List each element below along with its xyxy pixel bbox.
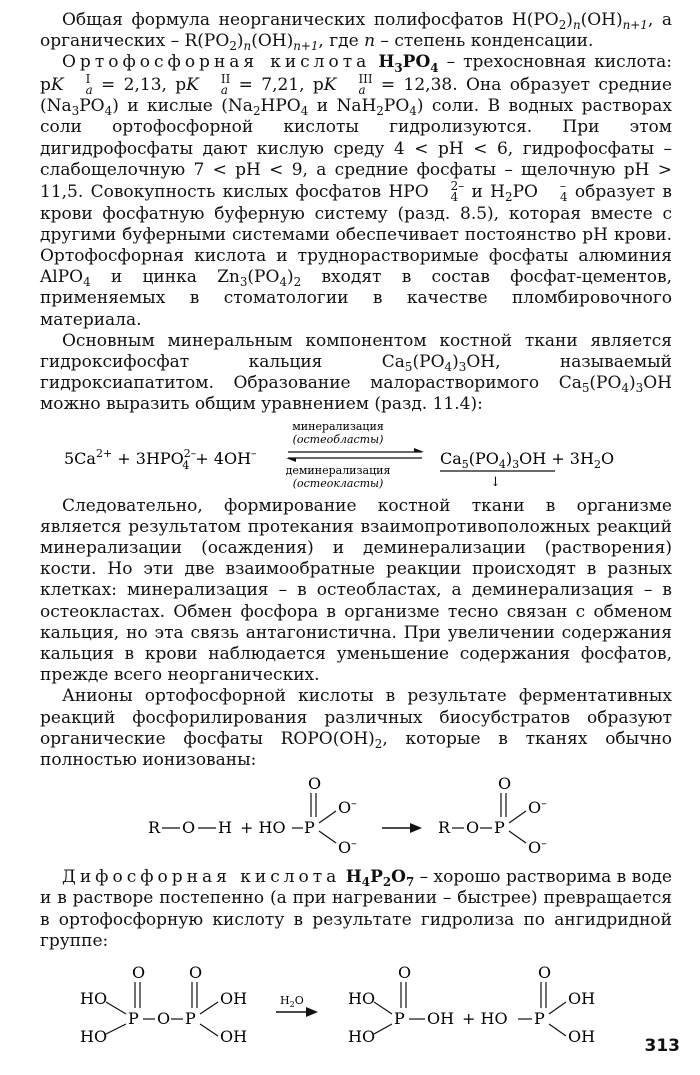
atom-P: P [394, 1009, 405, 1029]
atom-P: P [304, 818, 315, 838]
text: – трехосновная кислота: p [40, 52, 672, 95]
group-HO: HO [348, 989, 376, 1009]
reaction-arrow-head [410, 823, 422, 833]
text: Общая формула неорганических полифосфатов H(PO [62, 10, 559, 30]
atom-R: R [438, 818, 451, 838]
atom-P: P [494, 818, 505, 838]
sub: 2 [229, 39, 237, 54]
water-label: $H_2O$ [280, 994, 304, 1010]
paragraph-diphosphoric: Дифосфорная кислота $H_4P_2O_7$ – хорошо растворима в воде и в растворе постепенно (а при нагревании – быстрее) превращается в ортофосфорную кислоту в результате гидролиза по ангидридной группе: [40, 867, 672, 951]
reaction-arrow-head [306, 1007, 318, 1017]
eq-left: $5Ca^{2+} + 3HPO^{2-}$ 4 + 4OH– [64, 446, 257, 472]
text: ) [236, 31, 244, 52]
formula-h3po4: $H_3PO_4$ [378, 52, 439, 75]
text: (OH) [580, 10, 623, 30]
group-OH: OH [220, 1027, 248, 1047]
paragraph-bone-formation: Следовательно, формирование костной ткани в организме является результатом протекания взаимопротивоположных реакций минерализации (осаждения) и деминерализации (растворения) кости. Но эти две взаимообратные реакции происходят в разных клетках: минерализация – в остеобластах, а деминерализация – в остеокластах. Обмен фосфора в организме тесно связан с обменом кальция, но эта связь антагонистична. При увеличении содержания кальция в крови наблюдается уменьшение содержания фосфатов, прежде всего неорганических. [40, 495, 672, 686]
page-body [40, 10, 672, 1052]
atom-H: H [218, 818, 232, 838]
paragraph-organic-phosphates: Анионы ортофосфорной кислоты в результате ферментативных реакций фосфорилирования различных биосубстратов образуют органические фосфаты $ROPO(OH)_2$, которые в тканях обычно полностью ионизованы: [40, 686, 672, 771]
atom-O-double: O [538, 963, 552, 983]
pka-index: I a [85, 71, 93, 97]
text: , где [318, 31, 365, 52]
atom-O-double: O [398, 963, 412, 983]
text: ) [566, 10, 573, 30]
equation-mineralization [40, 416, 672, 496]
atom-O-minus: O– [338, 797, 357, 818]
text: = 2,13, p [92, 74, 187, 95]
term-diphosphoric-acid: Дифосфорная кислота [62, 867, 341, 888]
sub: n+1 [293, 39, 319, 54]
bridge-O: O [157, 1009, 171, 1029]
label-osteoclasts: (остеокласты) [292, 476, 384, 490]
label-osteoblasts: (остеобласты) [292, 432, 384, 446]
text: (OH) [251, 31, 294, 52]
pka-index: II a [220, 71, 231, 97]
ion-index: 2– 4 [450, 179, 465, 205]
label-demineralization: деминерализация [285, 463, 391, 477]
term-orthophosphoric-acid: Ортофосфорная кислота [62, 52, 371, 73]
group-HO: HO [348, 1027, 376, 1047]
text: = 7,21, p [230, 74, 324, 95]
paragraph-polyphosphates [40, 10, 672, 52]
text: = 12,38. Она образует средние (Na [40, 74, 672, 117]
sub: n [243, 39, 252, 54]
atom-O-double: O [189, 963, 203, 983]
ion-index: – 4 [559, 179, 568, 205]
atom-O-minus: O– [338, 837, 357, 858]
equation-phosphorylation [40, 771, 672, 861]
sub: 2 [558, 18, 567, 33]
atom-P: P [128, 1009, 139, 1029]
text: – степень конденсации. [375, 31, 594, 52]
page-number: 313 [644, 1035, 680, 1056]
group-HO: HO [80, 1027, 108, 1047]
sub: n+1 [622, 18, 648, 33]
text: K [186, 74, 199, 95]
plus-HO: + HO [240, 818, 286, 838]
paragraph-orthophosphoric: Ортофосфорная кислота $H_3PO_4$ – трехосновная кислота: pK I a = 2,13, pK II a = 7,21, pK III a = 12,38. Она образует средние $(Na_3PO_4)$ и кислые ($Na_2HPO_4$ и $NaH_2PO_4$) соли. В водных растворах соли ортофосфорной кислоты гидролизуются. При этом дигидрофосфаты дают кислую среду 4 < pH < 6, гидрофосфаты – слабощелочную 7 < pH < 9, а средние фосфаты – щелочную pH > 11,5. Совокупность кислых фосфатов HPO 2– 4 и $H_2PO$ – 4 образует в крови фосфатную буферную систему (разд. 8.5), которая вместе с другими буферными системами обеспечивает постоянство pH крови. Ортофосфорная кислота и труднорастворимые фосфаты алюминия AlPO$_4$ и цинка $Zn_3(PO_4)_2$ входят в состав фосфат-цементов, применяемых в стоматологии в качестве пломбировочного материала. [40, 52, 673, 330]
text: , [647, 10, 654, 30]
group-OH: OH [568, 1027, 596, 1047]
text: а органических – R(PO [40, 10, 672, 52]
group-OH: OH [220, 989, 248, 1009]
group-OH: OH [427, 1009, 455, 1029]
arrow-forward-head [414, 448, 424, 452]
atom-O-double: O [498, 774, 512, 794]
paragraph-hydroxyapatite: Основным минеральным компонентом костной ткани является гидроксифосфат кальция $Ca_5(PO_4)_3OH$, называемый гидроксиапатитом. Образование малорастворимого $Ca_5(PO_4)_3OH$ можно выразить общим уравнением (разд. 11.4): [40, 330, 672, 415]
atom-P: P [185, 1009, 196, 1029]
atom-R: R [148, 818, 161, 838]
eq-right: $Ca_5(PO_4)_3OH + 3H_2O$ [440, 448, 615, 471]
atom-O-double: O [308, 774, 322, 794]
text: K [323, 74, 337, 95]
sub: n [572, 18, 581, 33]
arrow-reverse-head [286, 458, 296, 462]
pka-index: III a [358, 71, 373, 97]
text: K [50, 74, 64, 95]
label-mineralization: минерализация [292, 419, 384, 433]
equation-hydrolysis [40, 952, 672, 1052]
atom-P: P [534, 1009, 545, 1029]
plus-HO: + HO [462, 1009, 508, 1029]
atom-O: O [182, 818, 196, 838]
text: n [364, 31, 376, 52]
formula-h4p2o7: $H_4P_2O_7$ [345, 867, 415, 890]
group-HO: HO [80, 989, 108, 1009]
atom-O-minus: O– [528, 797, 547, 818]
precipitate-arrow: ↓ [490, 474, 501, 490]
atom-O-minus: O– [528, 837, 547, 858]
atom-O: O [466, 818, 480, 838]
atom-O-double: O [132, 963, 146, 983]
group-OH: OH [568, 989, 596, 1009]
